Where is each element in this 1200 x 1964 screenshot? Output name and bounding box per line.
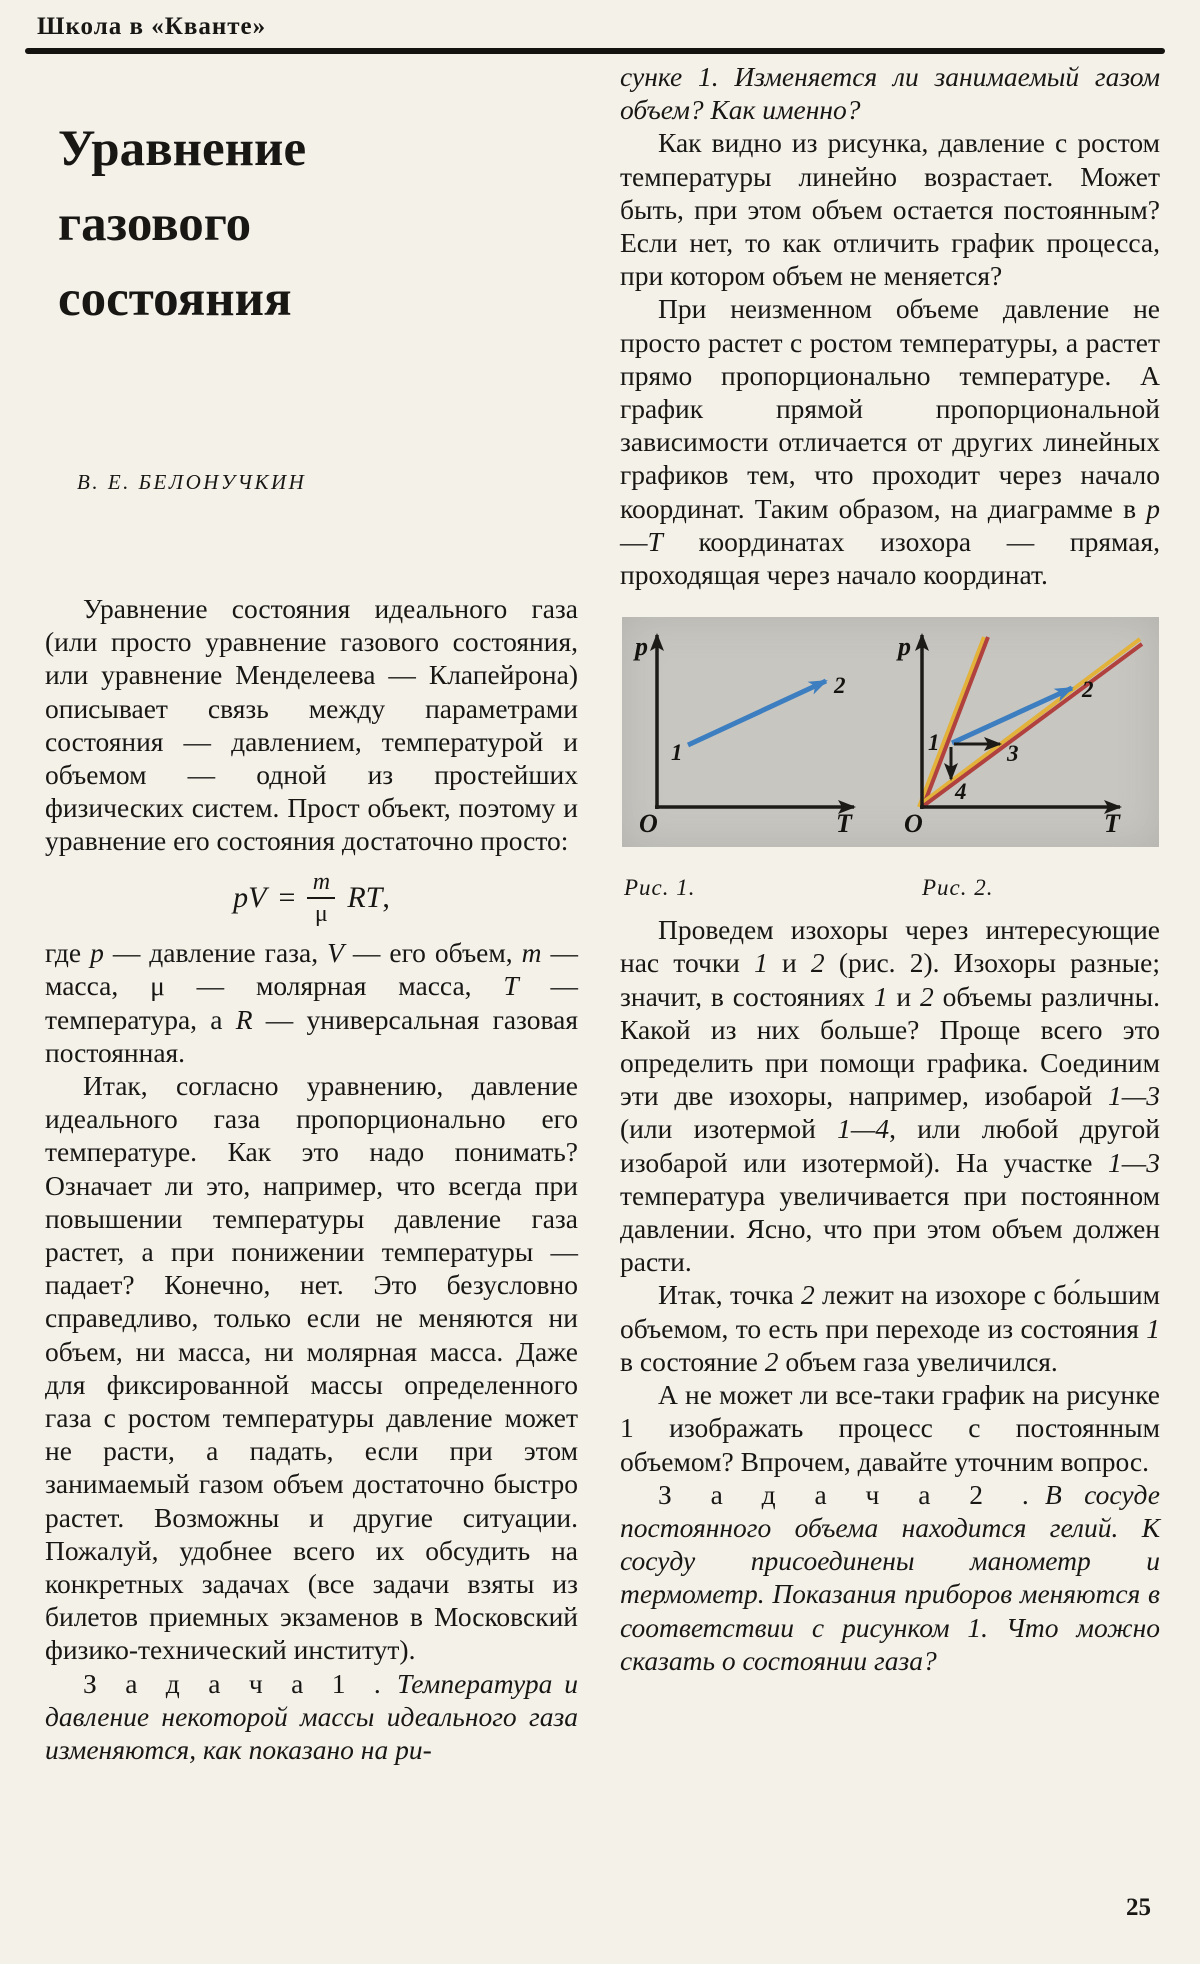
figure-panel bbox=[622, 617, 1159, 847]
task-1-label: З а д а ч а 1 . bbox=[83, 1667, 389, 1699]
formula-equals: = bbox=[278, 880, 296, 914]
task-1-text: Температура и давление некоторой массы идеального газа изменяются, как показано на ри- bbox=[45, 1667, 578, 1765]
task-2 bbox=[620, 1478, 1160, 1677]
fig2-point-1-label: 1 bbox=[928, 730, 940, 756]
fig2-t-axis-label: T bbox=[1104, 809, 1120, 839]
fig2-point-4-label: 4 bbox=[955, 779, 967, 805]
fig2-plot bbox=[896, 632, 1142, 838]
fig1-process-arrow-1-2 bbox=[688, 681, 826, 745]
para-discussion: Итак, согласно уравнению, давление идеального газа пропорционально его температуре. Как это надо понимать? Означает ли это, например, что всегда при повышении температуры давление газа растет, а при понижении температуры — падает? Конечно, нет. Это безусловно справедливо, только если не меняются ни объем, ни масса, ни молярная масса. Даже для фиксированной массы определенного газа с ростом температуры давление может не расти, а падать, если при этом занимаемый газом объем достаточно быстро растет. Возможны и другие ситуации. Пожалуй, удобнее всего их обсудить на конкретных задачах (все задачи взяты из билетов приемных экзаменов в Московский физико-технический институт). bbox=[45, 1069, 578, 1666]
formula-comma: , bbox=[382, 880, 390, 914]
formula-lhs: pV bbox=[233, 880, 267, 914]
page-number: 25 bbox=[1126, 1894, 1151, 1921]
fig1-t-axis-label: T bbox=[836, 809, 852, 839]
fig2-point-2-label: 2 bbox=[1082, 677, 1094, 703]
task-2-text: В сосуде постоянного объема находится гелий. К сосуду присоединены манометр и термометр. Показания приборов меняются в соответствии с рисунком 1. Что можно сказать о состоянии газа? bbox=[620, 1478, 1160, 1676]
fig1-point-2-label: 2 bbox=[834, 673, 846, 699]
right-column bbox=[620, 60, 1160, 1677]
left-column bbox=[45, 592, 578, 1766]
state-equation-formula bbox=[45, 870, 578, 927]
formula-numerator: m bbox=[312, 868, 331, 895]
fig1-origin-label: O bbox=[639, 809, 658, 839]
title-line-1: Уравнение bbox=[58, 121, 307, 177]
para-intro: Уравнение состояния идеального газа (или просто уравнение газового состояния, или уравнение Менделеева — Клапейрона) описывает связь между параметрами состояния — давлением, температурой и объемом — одной из простейших физических систем. Прост объект, поэтому и уравнение его состояния достаточно просто: bbox=[45, 593, 578, 857]
fraction-bar bbox=[307, 897, 335, 900]
fig1-p-axis-label: p bbox=[635, 632, 648, 662]
fig1-plot bbox=[633, 632, 854, 838]
fig2-origin-label: O bbox=[904, 809, 923, 839]
task-1 bbox=[45, 1667, 578, 1767]
author-name: В. Е. БЕЛОНУЧКИН bbox=[77, 470, 307, 494]
fig2-point-3-label: 3 bbox=[1007, 741, 1019, 767]
formula-denominator: μ bbox=[314, 901, 328, 928]
para-variables: где p — давление газа, V — его объем, m — масса, μ — молярная масса, T — температура, а R — универсальная газовая постоянная. bbox=[45, 937, 579, 1068]
para-isochore: При неизменном объеме давление не просто растет с ростом температуры, а растет прямо пропорционально температуре. А график прямой пропорциональной зависимости отличается от других линейных графиков тем, что проходит через начало координат. Таким образом, на диаграмме в p—T координатах изохора — прямая, проходящая через начало координат. bbox=[620, 293, 1160, 591]
article-title bbox=[58, 112, 306, 337]
title-line-2: газового bbox=[58, 196, 252, 252]
para-isochores-through-points: Проведем изохоры через интересующие нас точки 1 и 2 (рис. 2). Изохоры разные; значит, в состояниях 1 и 2 объемы различны. Какой из них больше? Проще всего это определить при помощи графика. Соединим эти две изохоры, например, изобарой 1—3 (или изотермой 1—4, или любой другой изобарой или изотермой). На участке 1—3 температура увеличивается при постоянном давлении. Ясно, что при этом объем должен расти. bbox=[620, 914, 1161, 1278]
formula-fraction bbox=[307, 870, 335, 927]
task-1-continuation: сунке 1. Изменяется ли занимаемый газом объем? Как именно? bbox=[620, 61, 1160, 126]
fig2-p-axis-label: p bbox=[898, 632, 911, 662]
para-linear-growth: Как видно из рисунка, давление с ростом температуры линейно возрастает. Может быть, при этом объем остается постоянным? Если нет, то как отличить график процесса, при котором объем не меняется? bbox=[620, 127, 1160, 292]
formula-rhs: RT bbox=[347, 880, 383, 914]
fig1-point-1-label: 1 bbox=[671, 740, 683, 766]
pt-diagrams bbox=[622, 617, 1159, 847]
figure-caption-2: Рис. 2. bbox=[922, 875, 994, 901]
header-rule bbox=[25, 48, 1165, 54]
para-volume-increased: Итак, точка 2 лежит на изохоре с бо́льшим объемом, то есть при переходе из состояния 1 в состояние 2 объем газа увеличился. bbox=[620, 1279, 1160, 1377]
figure-block bbox=[620, 607, 1160, 907]
section-rubric: Школа в «Кванте» bbox=[37, 13, 267, 40]
para-clarify-question: А не может ли все-таки график на рисунке 1 изображать процесс с постоянным объемом? Впрочем, давайте уточним вопрос. bbox=[620, 1379, 1160, 1477]
figure-caption-1: Рис. 1. bbox=[624, 875, 696, 901]
task-2-label: З а д а ч а 2 . bbox=[658, 1478, 1037, 1510]
title-line-3: состояния bbox=[58, 271, 292, 327]
